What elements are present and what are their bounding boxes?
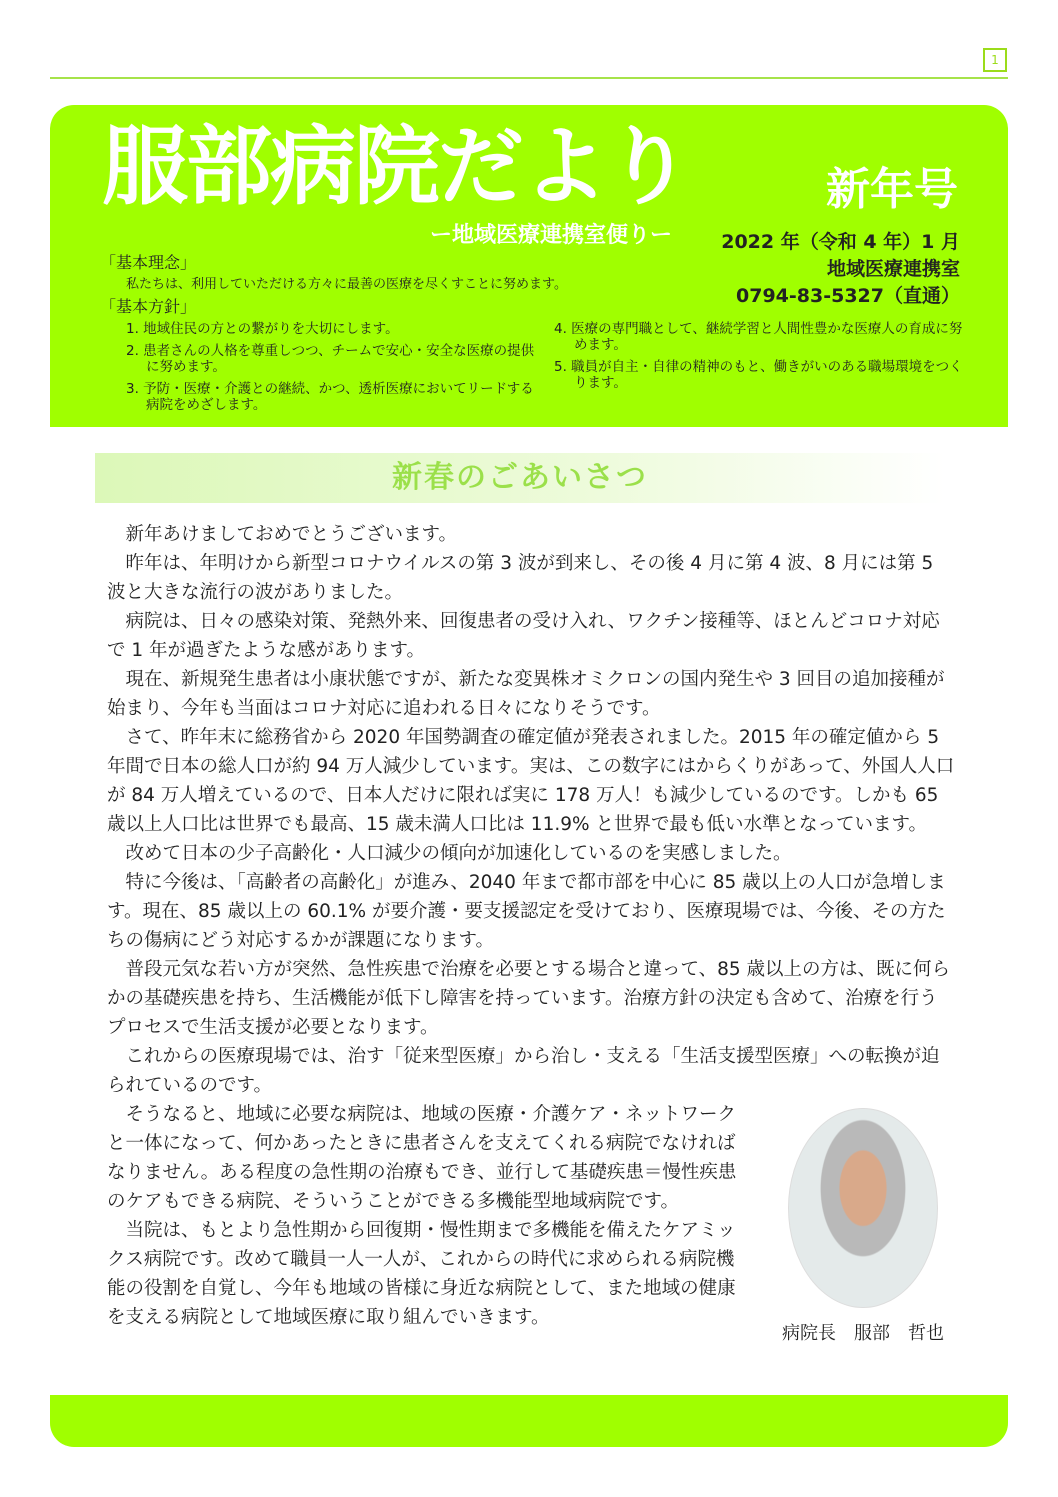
paragraph: 昨年は、年明けから新型コロナウイルスの第 3 波が到来し、その後 4 月に第 4 波、8 月には第 5 波と大きな流行の波がありました。 xyxy=(107,553,934,603)
policy-item: 4. 医療の専門職として、継続学習と人間性豊かな医療人の育成に努めます。 xyxy=(554,321,963,353)
philosophy-text: 私たちは、利用していただける方々に最善の医療を尽くすことに努めます。 xyxy=(126,277,567,292)
paragraph: 現在、新規発生患者は小康状態ですが、新たな変異株オミクロンの国内発生や 3 回目の追加接種が始まり、今年も当面はコロナ対応に追われる日々になりそうです。 xyxy=(107,669,945,719)
newsletter-subtitle: ー地域医療連携室便りー xyxy=(430,223,673,248)
greeting-heading: 新春のごあいさつ xyxy=(95,453,945,503)
paragraph: 当院は、もとより急性期から回復期・慢性期まで多機能を備えたケアミックス病院です。改めて職員一人一人が、これからの時代に求められる病院機能の役割を自覚し、今年も地域の皆様に身近な病院として、また地域の健康を支える病院として地域医療に取り組んでいきます。 xyxy=(107,1220,736,1328)
signature: 病院長 服部 哲也 xyxy=(782,1323,944,1344)
phone: 0794-83-5327（直通） xyxy=(736,285,960,307)
issue-date: 2022 年（令和 4 年）1 月 xyxy=(721,231,960,253)
policy-heading: 「基本方針」 xyxy=(100,297,197,316)
policy-item: 3. 予防・医療・介護との継続、かつ、透析医療においてリードする病院をめざします。 xyxy=(126,381,534,413)
header-rule xyxy=(50,77,1008,79)
paragraph: そうなると、地域に必要な病院は、地域の医療・介護ケア・ネットワークと一体になって、何かあったときに患者さんを支えてくれる病院でなければなりません。ある程度の急性期の治療もでき、並行して基礎疾患＝慢性疾患のケアもできる病院、そういうことができる多機能型地域病院です。 xyxy=(107,1104,737,1212)
director-photo-block xyxy=(763,1108,963,1368)
masthead xyxy=(50,105,1008,427)
policy-item: 2. 患者さんの人格を尊重しつつ、チームで安心・安全な医療の提供に努めます。 xyxy=(126,343,535,375)
paragraph: 普段元気な若い方が突然、急性疾患で治療を必要とする場合と違って、85 歳以上の方は、既に何らかの基礎疾患を持ち、生活機能が低下し障害を持っています。治療方針の決定も含めて、治療を行うプロセスで生活支援が必要となります。 xyxy=(107,959,951,1038)
paragraph: 病院は、日々の感染対策、発熱外来、回復患者の受け入れ、ワクチン接種等、ほとんどコロナ対応で 1 年が過ぎたような感があります。 xyxy=(107,611,940,661)
issue-label: 新年号 xyxy=(826,164,958,215)
paragraph: 新年あけましておめでとうございます。 xyxy=(125,524,458,545)
issue-info xyxy=(721,229,960,310)
director-photo xyxy=(788,1108,938,1308)
paragraph: 改めて日本の少子高齢化・人口減少の傾向が加速化しているのを実感しました。 xyxy=(125,843,792,864)
greeting-body xyxy=(107,520,955,1368)
department: 地域医療連携室 xyxy=(826,258,960,280)
philosophy-heading: 「基本理念」 xyxy=(100,253,197,272)
paragraph: 特に今後は、「高齢者の高齢化」が進み、2040 年まで都市部を中心に 85 歳以上の人口が急増します。現在、85 歳以上の 60.1% が要介護・要支援認定を受けており、医療現場では、今後、その方たちの傷病にどう対応するかが課題になります。 xyxy=(107,872,946,951)
paragraph: これからの医療現場では、治す「従来型医療」から治し・支える「生活支援型医療」への転換が迫られているのです。 xyxy=(107,1046,940,1096)
newsletter-title: 服部病院だより xyxy=(102,117,690,217)
policy-item: 1. 地域住民の方との繋がりを大切にします。 xyxy=(126,321,399,337)
policy-item: 5. 職員が自主・自律の精神のもと、働きがいのある職場環境をつくります。 xyxy=(554,359,963,391)
page-number: 1 xyxy=(983,48,1007,72)
paragraph: さて、昨年末に総務省から 2020 年国勢調査の確定値が発表されました。2015 年の確定値から 5 年間で日本の総人口が約 94 万人減少しています。実は、この数字にはからくりがあって、外国人人口が 84 万人増えているので、日本人だけに限れば実に 178 万人！も減少しているのです。しかも 65 歳以上人口比は世界でも最高、15 歳未満人口比は 11.9% と世界で最も低い水準となっています。 xyxy=(107,727,955,835)
footer-band xyxy=(50,1395,1008,1447)
